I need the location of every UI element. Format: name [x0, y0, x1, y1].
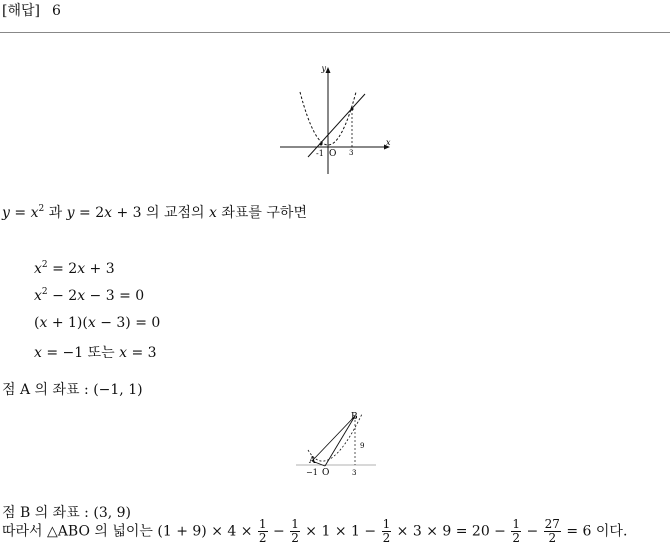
answer-label: [해답]: [2, 3, 40, 19]
intro-text-2: 의 교점의: [141, 205, 210, 221]
fraction-half-3: $\frac{1}{2}$: [382, 517, 391, 545]
parabola-line-graph: [270, 62, 400, 180]
fraction-half-1: $\frac{1}{2}$: [258, 517, 267, 545]
tick-neg1: −1: [306, 468, 318, 477]
origin-label: O: [322, 468, 330, 478]
step-1: $x^2 = 2x + 3$: [34, 260, 115, 277]
label-b: B: [351, 412, 358, 422]
area-part-6: = 6 이다.: [561, 523, 628, 540]
area-line: [2, 518, 627, 545]
tick-3: 3: [349, 149, 354, 157]
line-graph: [308, 94, 365, 157]
line-ob: [325, 416, 355, 466]
header-divider: [0, 32, 670, 33]
fraction-half-4: $\frac{1}{2}$: [512, 517, 520, 545]
label-a: A: [309, 456, 316, 466]
triangle-graph: [292, 406, 382, 478]
tick-neg1: -1: [316, 149, 324, 158]
area-part-2: −: [268, 523, 290, 540]
y-axis-label: y: [321, 64, 326, 73]
area-part-5: −: [522, 523, 543, 540]
line-ab: [312, 416, 355, 461]
step-3: (x + 1)(x − 3) = 0: [34, 315, 161, 331]
area-part-1: (1 + 9) × 4 ×: [157, 523, 257, 540]
point-b-value: (3, 9): [93, 505, 131, 521]
point-a-prefix: 점 A 의 좌표 :: [2, 382, 94, 398]
answer-value: 6: [51, 3, 61, 19]
area-part-3: × 1 × 1 −: [300, 523, 381, 540]
point-a-value: (−1, 1): [93, 382, 143, 398]
y-axis-arrow-icon: [326, 67, 331, 73]
answer-header: [2, 0, 61, 20]
point-b-prefix: 점 B 의 좌표 :: [2, 505, 94, 521]
x-axis-label: x: [386, 138, 391, 147]
step-4: x = −1 또는 x = 3: [34, 345, 157, 361]
label-9: 9: [360, 442, 365, 450]
point-a-line: [2, 379, 143, 399]
intro-line: $y = x^2$ 과 y = 2x + 3 의 교점의 x 좌표를 구하면: [2, 204, 307, 221]
area-part-4: × 3 × 9 = 20 −: [392, 523, 511, 540]
fraction-half-2: $\frac{1}{2}$: [291, 517, 299, 545]
intersection-a: [320, 143, 323, 146]
intro-text-1: 과: [44, 205, 67, 221]
tick-3: 3: [352, 469, 357, 477]
fraction-27-halves: $\frac{27}{2}$: [544, 517, 560, 545]
step-4-connector: 또는: [83, 345, 120, 361]
step-2: $x^2 - 2x - 3 = 0$: [34, 287, 145, 304]
area-prefix: 따라서 △ABO 의 넓이는: [2, 523, 158, 540]
origin-label: O: [329, 149, 337, 159]
intro-text-3: 좌표를 구하면: [216, 205, 307, 221]
